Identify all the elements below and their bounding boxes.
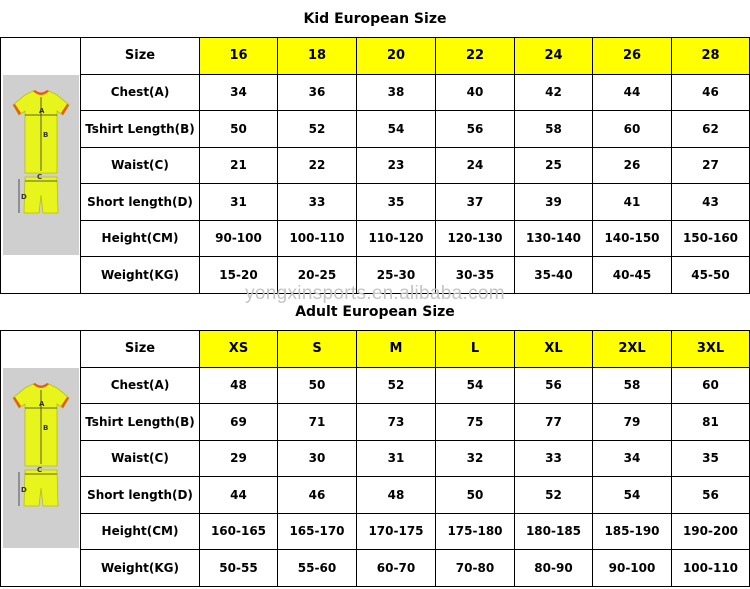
row-label: Height(CM) bbox=[81, 513, 200, 550]
table-cell: 46 bbox=[672, 74, 750, 111]
table-cell: 46 bbox=[278, 477, 357, 514]
table-cell: 100-110 bbox=[672, 550, 750, 587]
table-cell: 32 bbox=[436, 440, 515, 477]
table-cell: 30-35 bbox=[436, 257, 515, 294]
table-cell: 58 bbox=[515, 111, 593, 148]
table-cell: 35 bbox=[357, 184, 436, 221]
table-row bbox=[1, 147, 750, 184]
kid-size-table bbox=[0, 37, 750, 294]
table-row bbox=[1, 257, 750, 294]
table-cell: 170-175 bbox=[357, 513, 436, 550]
kid-size-header: 22 bbox=[436, 38, 515, 75]
table-cell: 140-150 bbox=[593, 220, 672, 257]
table-cell: 42 bbox=[515, 74, 593, 111]
svg-text:C: C bbox=[36, 466, 42, 475]
kid-diagram-cell bbox=[1, 38, 81, 294]
table-cell: 60 bbox=[672, 367, 750, 404]
adult-size-header: XS bbox=[200, 331, 278, 368]
table-cell: 31 bbox=[200, 184, 278, 221]
kid-size-header: 16 bbox=[200, 38, 278, 75]
table-cell: 52 bbox=[515, 477, 593, 514]
table-cell: 33 bbox=[515, 440, 593, 477]
table-cell: 60 bbox=[593, 111, 672, 148]
table-cell: 48 bbox=[200, 367, 278, 404]
adult-size-header: 2XL bbox=[593, 331, 672, 368]
table-cell: 50-55 bbox=[200, 550, 278, 587]
kid-size-header: 18 bbox=[278, 38, 357, 75]
row-label: Weight(KG) bbox=[81, 550, 200, 587]
table-row bbox=[1, 404, 750, 441]
table-row bbox=[1, 477, 750, 514]
table-cell: 69 bbox=[200, 404, 278, 441]
table-cell: 56 bbox=[515, 367, 593, 404]
table-cell: 29 bbox=[200, 440, 278, 477]
table-cell: 30 bbox=[278, 440, 357, 477]
table-cell: 90-100 bbox=[593, 550, 672, 587]
adult-size-header: L bbox=[436, 331, 515, 368]
table-cell: 70-80 bbox=[436, 550, 515, 587]
svg-text:A: A bbox=[38, 400, 44, 409]
kid-size-header: 20 bbox=[357, 38, 436, 75]
kid-size-header: 28 bbox=[672, 38, 750, 75]
table-cell: 34 bbox=[593, 440, 672, 477]
table-cell: 50 bbox=[200, 111, 278, 148]
adult-jersey-diagram-icon bbox=[3, 368, 79, 548]
svg-text:A: A bbox=[38, 107, 44, 116]
row-label: Waist(C) bbox=[81, 147, 200, 184]
table-cell: 165-170 bbox=[278, 513, 357, 550]
table-cell: 20-25 bbox=[278, 257, 357, 294]
table-cell: 71 bbox=[278, 404, 357, 441]
table-cell: 56 bbox=[436, 111, 515, 148]
table-cell: 190-200 bbox=[672, 513, 750, 550]
kid-header-row bbox=[1, 38, 750, 75]
row-label: Height(CM) bbox=[81, 220, 200, 257]
kid-jersey-diagram-icon bbox=[3, 75, 79, 255]
table-cell: 38 bbox=[357, 74, 436, 111]
table-cell: 120-130 bbox=[436, 220, 515, 257]
watermark: yongxinsports.en.alibaba.com bbox=[245, 283, 505, 304]
table-cell: 54 bbox=[436, 367, 515, 404]
kid-size-title: Kid European Size bbox=[303, 11, 447, 27]
table-cell: 62 bbox=[672, 111, 750, 148]
adult-size-header: 3XL bbox=[672, 331, 750, 368]
adult-header-row bbox=[1, 331, 750, 368]
table-cell: 39 bbox=[515, 184, 593, 221]
table-cell: 79 bbox=[593, 404, 672, 441]
table-cell: 22 bbox=[278, 147, 357, 184]
table-row bbox=[1, 74, 750, 111]
table-cell: 185-190 bbox=[593, 513, 672, 550]
kid-size-label: Size bbox=[81, 38, 200, 75]
table-cell: 110-120 bbox=[357, 220, 436, 257]
table-cell: 75 bbox=[436, 404, 515, 441]
row-label: Short length(D) bbox=[81, 184, 200, 221]
svg-text:B: B bbox=[42, 131, 48, 140]
table-cell: 15-20 bbox=[200, 257, 278, 294]
adult-size-header: XL bbox=[515, 331, 593, 368]
row-label: Chest(A) bbox=[81, 367, 200, 404]
table-cell: 54 bbox=[593, 477, 672, 514]
row-label: Weight(KG) bbox=[81, 257, 200, 294]
table-cell: 50 bbox=[278, 367, 357, 404]
table-cell: 25 bbox=[515, 147, 593, 184]
adult-diagram-cell bbox=[1, 331, 81, 587]
table-cell: 31 bbox=[357, 440, 436, 477]
table-cell: 77 bbox=[515, 404, 593, 441]
table-cell: 37 bbox=[436, 184, 515, 221]
table-cell: 58 bbox=[593, 367, 672, 404]
table-row bbox=[1, 367, 750, 404]
table-cell: 90-100 bbox=[200, 220, 278, 257]
row-label: Waist(C) bbox=[81, 440, 200, 477]
table-cell: 50 bbox=[436, 477, 515, 514]
table-cell: 40 bbox=[436, 74, 515, 111]
table-cell: 25-30 bbox=[357, 257, 436, 294]
row-label: Chest(A) bbox=[81, 74, 200, 111]
table-cell: 52 bbox=[357, 367, 436, 404]
table-cell: 34 bbox=[200, 74, 278, 111]
svg-text:B: B bbox=[42, 424, 48, 433]
table-cell: 48 bbox=[357, 477, 436, 514]
adult-size-title: Adult European Size bbox=[295, 304, 455, 320]
table-cell: 56 bbox=[672, 477, 750, 514]
table-cell: 35 bbox=[672, 440, 750, 477]
table-cell: 35-40 bbox=[515, 257, 593, 294]
table-row bbox=[1, 513, 750, 550]
table-cell: 54 bbox=[357, 111, 436, 148]
table-row bbox=[1, 440, 750, 477]
table-cell: 40-45 bbox=[593, 257, 672, 294]
table-cell: 55-60 bbox=[278, 550, 357, 587]
table-row bbox=[1, 220, 750, 257]
table-row bbox=[1, 550, 750, 587]
row-label: Tshirt Length(B) bbox=[81, 111, 200, 148]
table-cell: 100-110 bbox=[278, 220, 357, 257]
table-cell: 36 bbox=[278, 74, 357, 111]
table-cell: 80-90 bbox=[515, 550, 593, 587]
table-cell: 60-70 bbox=[357, 550, 436, 587]
table-cell: 41 bbox=[593, 184, 672, 221]
table-cell: 180-185 bbox=[515, 513, 593, 550]
table-cell: 150-160 bbox=[672, 220, 750, 257]
kid-size-header: 24 bbox=[515, 38, 593, 75]
svg-text:D: D bbox=[20, 193, 27, 202]
table-cell: 44 bbox=[593, 74, 672, 111]
row-label: Tshirt Length(B) bbox=[81, 404, 200, 441]
table-cell: 27 bbox=[672, 147, 750, 184]
table-cell: 43 bbox=[672, 184, 750, 221]
svg-text:C: C bbox=[36, 173, 42, 182]
table-cell: 44 bbox=[200, 477, 278, 514]
table-row bbox=[1, 111, 750, 148]
table-cell: 160-165 bbox=[200, 513, 278, 550]
table-cell: 52 bbox=[278, 111, 357, 148]
kid-size-header: 26 bbox=[593, 38, 672, 75]
table-cell: 33 bbox=[278, 184, 357, 221]
adult-size-label: Size bbox=[81, 331, 200, 368]
table-cell: 175-180 bbox=[436, 513, 515, 550]
table-row bbox=[1, 184, 750, 221]
table-cell: 73 bbox=[357, 404, 436, 441]
table-cell: 24 bbox=[436, 147, 515, 184]
adult-size-header: S bbox=[278, 331, 357, 368]
adult-size-header: M bbox=[357, 331, 436, 368]
table-cell: 23 bbox=[357, 147, 436, 184]
row-label: Short length(D) bbox=[81, 477, 200, 514]
table-cell: 21 bbox=[200, 147, 278, 184]
table-cell: 81 bbox=[672, 404, 750, 441]
table-cell: 130-140 bbox=[515, 220, 593, 257]
svg-text:D: D bbox=[20, 486, 27, 495]
adult-size-table bbox=[0, 330, 750, 587]
table-cell: 26 bbox=[593, 147, 672, 184]
table-cell: 45-50 bbox=[672, 257, 750, 294]
